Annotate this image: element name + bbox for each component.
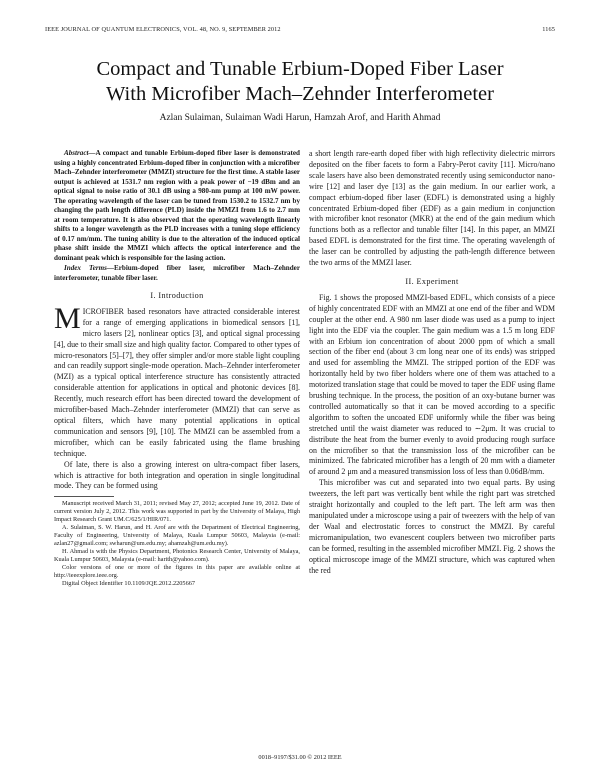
index-terms <box>54 264 300 283</box>
footnote-color-versions: Color versions of one or more of the figures in this paper are available online at http://ieeexplore.ieee.org. <box>54 564 300 580</box>
footnote-divider <box>54 496 114 497</box>
intro-paragraph-1 <box>54 301 300 460</box>
abstract-lead: Abstract— <box>64 149 96 157</box>
intro-paragraph-1-text: ICROFIBER based resonators have attracted considerable interest for a range of emerging applications in biomedical sensors [1], micro lasers [2], nonlinear optics [3], and optical signal processing [4], due to their small size and high quality factor. Compared to other types of micro-resonators [5]–[7], they offer simpler and/or more stable light coupling and can readily support single-mode operation. Mach–Zehnder interferometer (MZI) as a typical optical interference structure has consistently attracted considerable attention for applications in optical and photonic devices [8]. Recently, much research effort has been directed toward the development of microfiber-based Mach–Zehnder interferometer (MMZI) that can serve as optical filters, which have many potential applications in optical communication and sensors [9], [10]. The MMZI can be assembled from a microfiber, which can be easily fabricated using the flame brushing technique. <box>54 306 300 458</box>
left-column <box>54 149 300 588</box>
drop-cap: M <box>54 301 81 335</box>
experiment-paragraph-1: Fig. 1 shows the proposed MMZI-based EDFL, which consists of a piece of highly concentrated EDF with an MMZI at one end of the fiber and WDM coupler at the other end. A 980 nm laser diode was used as a pump to inject light into the EDF via the coupler. The gain medium was a 1.5 m long EDF with an Erbium ion concentration of about 2000 ppm of which a small section of the fiber end (about 3 cm long near one of its ends) was stripped and used for assembling the MMZI. The stripped portion of the EDF was horizontally held by two fiber holders where one of them was attached to a motorized translation stage that could be moved to taper the EDF using flame brushing technique. In the process, the position of an oxy-butane burner was controlled automatically so that it can be moved according to a specific algorithm to soften the uncoated EDF uniformly while the fiber was being stretched until the waist diameter was reduced to ∼2μm. It was crucial to distribute the heat from the burner evenly to avoid producing rough surface on the microfiber so that the transmission loss of the microfiber can be minimized. The fabricated microfiber has a length of 20 mm with a diameter of around 2 μm and a measured transmission loss of less than 0.06dB/mm. <box>309 292 555 477</box>
section-heading-introduction: I. Introduction <box>150 291 204 300</box>
intro-paragraph-2: Of late, there is also a growing interest on ultra-compact fiber lasers, which is attractive for both integration and operation in single longitudinal mode. They can be formed using <box>54 459 300 491</box>
right-column <box>309 149 555 576</box>
section-heading-experiment: II. Experiment <box>405 276 459 286</box>
experiment-paragraph-2: This microfiber was cut and separated into two equal parts. By using tweezers, the left part was vertically bent while the right part was stretched straight horizontally and coupled to the left part. The left arm was then manipulated under a microscope using a pair of tweezers with the help of van der Waal and electrostatic forces to construct the MMZI. By careful micromanipulation, two evanescent couplers between two microfiber parts can be formed, resulting in the assembled microfiber MMZI. Fig. 2 shows the optical microscope image of the MMZI structure, which was captured when the red <box>309 478 555 575</box>
journal-header: IEEE JOURNAL OF QUANTUM ELECTRONICS, VOL. 48, NO. 9, SEPTEMBER 2012 <box>45 26 281 33</box>
footnote-manuscript: Manuscript received March 31, 2011; revised May 27, 2012; accepted June 19, 2012. Date of current version July 2, 2012. This work was supported in part by the University of Malaya, High Impact Research Grant UM.C/625/1/HIR/071. <box>54 500 300 524</box>
footnote-affiliation-1: A. Sulaiman, S. W. Harun, and H. Arof are with the Department of Electrical Engineering, Faculty of Engineering, University of Malaya, Kuala Lumpur 50603, Malaysia (e-mail: azlan27@gmail.com; swharun@um.edu.my; ahamzah@um.edu.my). <box>54 524 300 548</box>
page-number: 1165 <box>542 26 555 33</box>
author-list: Azlan Sulaiman, Sulaiman Wadi Harun, Hamzah Arof, and Harith Ahmad <box>159 113 441 123</box>
footnote-doi: Digital Object Identifier 10.1109/JQE.2012.2205667 <box>62 580 196 588</box>
title-line-1: Compact and Tunable Erbium-Doped Fiber Laser <box>96 58 504 80</box>
right-paragraph-1: a short length rare-earth doped fiber with high reflectivity dielectric mirrors deposited on the fiber facets to form a Fabry-Perot cavity [11]. Micro/nano scale lasers have also been demonstrated recently using semiconductor nano-wire [12] and laser dye [13] as the gain medium. In our earlier work, a compact erbium-doped fiber laser (EDFL) is demonstrated using a highly concentrated Erbium-doped fiber (EDF) as a gain medium in conjunction with microfiber knot resonator (MKR) at the end of the gain medium which functions both as a reflector and tunable filter [14]. In this paper, an MMZI based EDFL is demonstrated for the first time. The operating wavelength of the laser can be controlled by adjusting the path-length difference between the two arms of the MMZI laser. <box>309 149 555 268</box>
abstract-text: A compact and tunable Erbium-doped fiber laser is demonstrated using a highly concentrated Erbium-doped fiber in conjunction with a microfiber Mach–Zehnder interferometer (MMZI) structure for the first time. A stable laser output is achieved at 1531.7 nm region with a peak power of −19 dBm and an optical signal to noise ratio of 30.1 dB using a 980-nm pump at 100 mW power. The operating wavelength of the laser can be tuned from 1530.2 to 1532.7 nm by changing the path length difference (PLD) inside the MMZI from 1.6 to 2.7 mm at room temperature. It is also observed that the operating wavelength linearly shifts to a longer wavelength as the PLD increases with a tuning slope efficiency of 0.17 nm/mm. The tuning ability is due to the alteration of the induced optical phase shift inside the MMZI which affects the optical interference and the dominant peak which is responsible for the lasing action. <box>54 149 300 262</box>
index-terms-lead: Index Terms— <box>64 264 114 272</box>
title-line-2: With Microfiber Mach–Zehnder Interferometer <box>106 83 494 105</box>
footnote-affiliation-2: H. Ahmad is with the Physics Department, Photonics Research Center, University of Malaya, Kuala Lumpur 50603, Malaysia (e-mail: harith@yahoo.com). <box>54 548 300 564</box>
index-terms-text: Erbium-doped fiber laser, microfiber Mach–Zehnder interferometer, tunable fiber laser. <box>54 264 300 282</box>
abstract <box>54 149 300 263</box>
copyright-notice: 0018–9197/$31.00 © 2012 IEEE <box>258 754 342 761</box>
paper-title <box>30 57 570 107</box>
running-header <box>45 26 555 33</box>
